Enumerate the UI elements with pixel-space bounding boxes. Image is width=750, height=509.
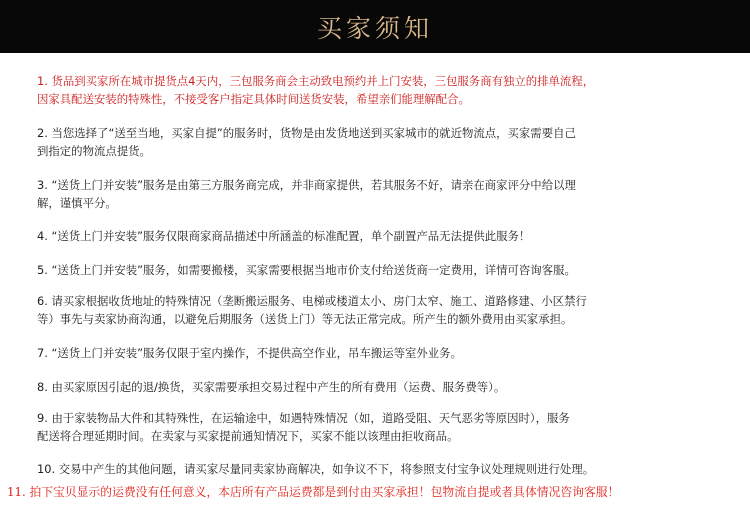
header-banner [0, 0, 750, 53]
notice-item-2 [37, 124, 576, 160]
notice-item-5 [37, 261, 576, 279]
notice-line: 10. 交易中产生的其他问题，请买家尽量同卖家协商解决，如争议不下，将参照支付宝争议处理规则进行处理。 [37, 462, 595, 476]
notice-line: 9. 由于家装物品大件和其特殊性，在运输途中，如遇特殊情况（如，道路受阻、天气恶劣等原因时），服务 [37, 411, 570, 425]
notice-item-8 [37, 378, 505, 396]
notice-item-7 [37, 344, 462, 362]
notice-item-6 [37, 292, 587, 328]
notice-item-9 [37, 409, 570, 445]
notice-line: 2. 当您选择了“送至当地，买家自提”的服务时，货物是由发货地送到买家城市的就近物流点，买家需要自己 [37, 126, 576, 140]
notice-line: 到指定的物流点提货。 [37, 144, 151, 158]
notice-line: 4. “送货上门并安装”服务仅限商家商品描述中所涵盖的标准配置，单个副置产品无法提供此服务！ [37, 229, 531, 243]
notice-item-4 [37, 227, 530, 245]
footer-notice: 11. 拍下宝贝显示的运费没有任何意义，本店所有产品运费都是到付由买家承担！包物流自提或者具体情况咨询客服！ [7, 485, 620, 499]
notice-line: 配送将合理延期时间。在卖家与买家提前通知情况下，买家不能以该理由拒收商品。 [37, 429, 459, 443]
notice-line: 解，谨慎平分。 [37, 196, 117, 210]
notice-item-10 [37, 460, 594, 478]
notice-item-1 [37, 72, 594, 108]
page-title: 买家须知 [316, 13, 433, 43]
notice-line: 等）事先与卖家协商沟通，以避免后期服务（送货上门）等无法正常完成。所产生的额外费用由买家承担。 [37, 312, 573, 326]
notice-line: 5. “送货上门并安装”服务，如需要搬楼，买家需要根据当地市价支付给送货商一定费用，详情可咨询客服。 [37, 263, 576, 277]
notice-line: 因家具配送安装的特殊性，不接受客户指定具体时间送货安装，希望亲们能理解配合。 [37, 92, 470, 106]
notice-line: 1. 货品到买家所在城市提货点4天内，三包服务商会主动致电预约并上门安装，三包服务商有独立的排单流程， [37, 74, 595, 88]
notice-line: 7. “送货上门并安装”服务仅限于室内操作，不提供高空作业，吊车搬运等室外业务。 [37, 346, 462, 360]
notice-line: 3. “送货上门并安装”服务是由第三方服务商完成，并非商家提供，若其服务不好，请亲在商家评分中给以理 [37, 178, 576, 192]
notice-item-3 [37, 176, 576, 212]
notice-line: 6. 请买家根据收货地址的特殊情况（垄断搬运服务、电梯或楼道太小、房门太窄、施工、道路修建、小区禁行 [37, 294, 587, 308]
notice-line: 8. 由买家原因引起的退/换货，买家需要承担交易过程中产生的所有费用（运费、服务费等）。 [37, 380, 506, 394]
